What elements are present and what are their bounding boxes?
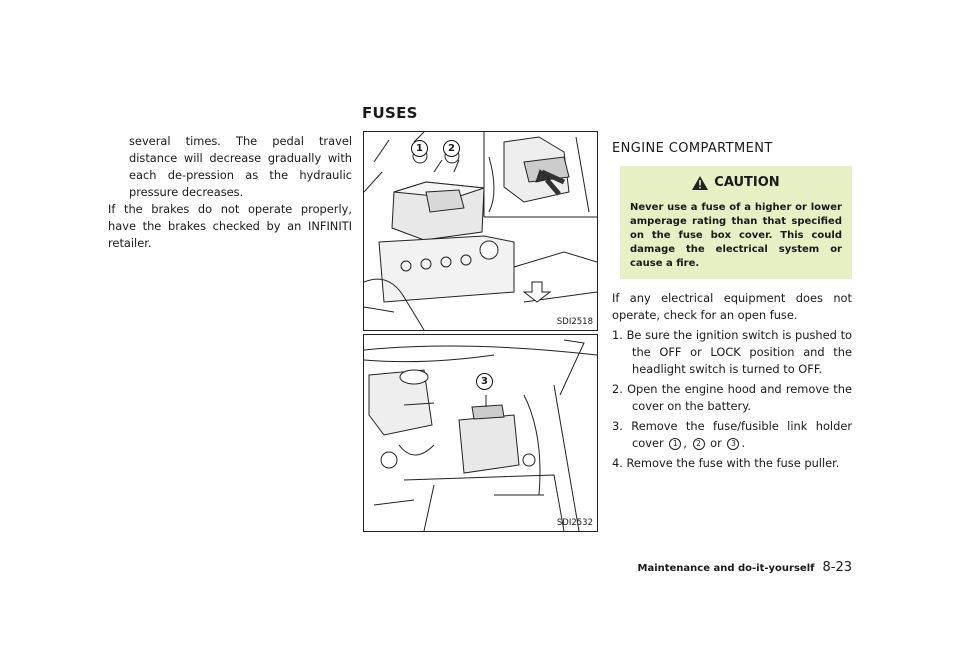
step-1: 1. Be sure the ignition switch is pushed to the OFF or LOCK position and the headlight switch is turned to OFF. (612, 328, 853, 376)
ref-1: 1 (669, 438, 681, 450)
callout-1: 1 (411, 140, 428, 157)
brake-paragraph: If the brakes do not operate properly, have the brakes checked by an INFINITI retailer. (108, 202, 352, 250)
engine-illustration-2 (364, 335, 597, 531)
intro-paragraph: If any electrical equipment does not operate, check for an open fuse. (612, 291, 852, 322)
engine-compartment-heading: ENGINE COMPARTMENT (612, 141, 773, 156)
caution-title: CAUTION (714, 175, 780, 190)
warning-icon (692, 176, 708, 190)
caution-header (630, 174, 842, 191)
step-3: 3. Remove the fuse/fusible link holder cover 1 , 2 or 3 . (612, 419, 853, 450)
caution-box (620, 166, 852, 279)
figure-fuse-holder-side (363, 334, 598, 532)
figure-code: SDI2532 (556, 518, 593, 528)
left-column (108, 133, 352, 252)
figure-fuse-box-top (363, 131, 598, 331)
engine-illustration-1 (364, 132, 597, 330)
caution-text: Never use a fuse of a higher or lower amperage rating than that specified on the fuse box cover. This could damage the electrical system or cause a fire. (630, 202, 842, 269)
continued-paragraph: several times. The pedal travel distance will decrease gradually with each de-pression as the hydraulic pressure decreases. (129, 134, 352, 199)
ref-3: 3 (727, 438, 739, 450)
page-footer (638, 560, 853, 575)
page-number: 8-23 (822, 560, 852, 575)
ref-2: 2 (693, 438, 705, 450)
step-4: 4. Remove the fuse with the fuse puller. (612, 456, 840, 470)
figure-code: SDI2518 (556, 317, 593, 327)
callout-2: 2 (443, 140, 460, 157)
section-title: FUSES (362, 104, 418, 122)
step-2: 2. Open the engine hood and remove the cover on the battery. (612, 382, 852, 413)
footer-section: Maintenance and do-it-yourself (637, 563, 815, 574)
right-column (612, 140, 852, 472)
callout-3: 3 (476, 373, 493, 390)
